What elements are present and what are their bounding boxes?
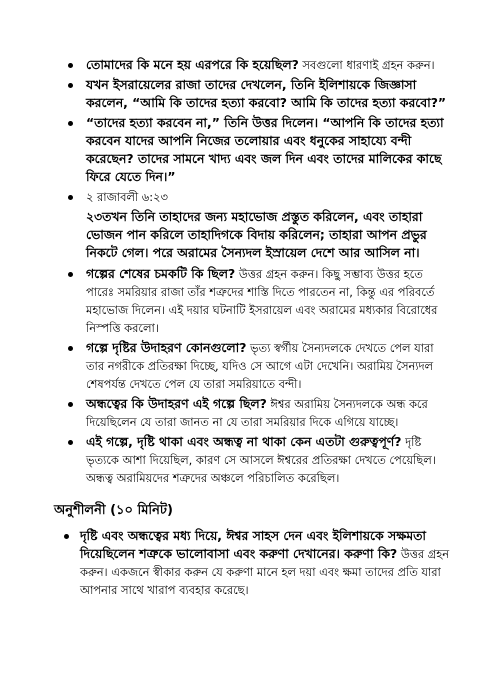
list-item	[86, 339, 451, 393]
list-item	[86, 76, 451, 112]
bullet-list-bottom	[52, 527, 451, 599]
bullet-answer: দৃষ্টি ভৃত্যকে আশা দিয়েছিল, কারণ সে আসলে ঈশ্বরের প্রতিরক্ষা দেখতে পেয়েছিল। অন্ধত্ব অরামিয়দের শত্রুদের অঞ্চলে পরিচালিত করেছিল।	[86, 435, 436, 485]
bullet-question: তোমাদের কি মনে হয় এরপরে কি হয়েছিল?	[86, 57, 299, 72]
bullet-question: গল্পে দৃষ্টির উদাহরণ কোনগুলো?	[86, 340, 247, 355]
bullet-question: “তাদের হত্যা করবেন না,” তিনি উত্তর দিলেন। “আপনি কি তাদের হত্যা করবেন যাদের আপনি নিজের তলোয়ার এবং ধনুকের সাহায্যে বন্দী করেছেন? তাদের সামনে খাদ্য এবং জল দিন এবং তাদের মালিকের কাছে ফিরে যেতে দিন।”	[86, 115, 444, 184]
list-item	[86, 395, 451, 431]
bullet-question: অন্ধত্বের কি উদাহরণ এই গল্পে ছিল?	[86, 396, 267, 411]
bullet-question: গল্পের শেষের চমকটি কি ছিল?	[86, 266, 236, 281]
bullet-answer: উত্তর গ্রহন করুন। একজনে স্বীকার করুন যে করুণা মানে হল দয়া এবং ক্ষমা তাদের প্রতি যারা আপনার সাথে খারাপ ব্যবহার করেছে।	[80, 547, 450, 597]
list-item	[86, 56, 451, 74]
bullet-question: দৃষ্টি এবং অন্ধত্বের মধ্য দিয়ে, ঈশ্বর সাহস দেন এবং ইলিশায়কে সক্ষমতা দিয়েছিলেন শত্রুকে ভালোবাসা এবং করুণা দেখানের। করুণা কি?	[80, 528, 427, 561]
bullet-answer: ঈশ্বর অরামিয় সৈন্যদলকে অন্ধ করে দিয়েছিলেন যে তারা জানত না যে তারা সমরিয়ার দিকে এগিয়ে যাচ্ছে।	[86, 397, 428, 429]
section-heading: অনুশীলনী (১০ মিনিট)	[54, 503, 173, 518]
list-item	[86, 433, 451, 487]
list-item	[86, 265, 451, 337]
bullet-answer: ভৃত্য স্বর্গীয় সৈন্যদলকে দেখতে পেল যারা তার নগরীকে প্রতিরক্ষা দিচ্ছে, যদিও সে আগে এটা দেখেনি। অরামিয় সৈন্যদল শেষপর্যন্ত দেখতে পেল যে তারা সমরিয়াতে বন্দী।	[86, 341, 434, 391]
list-item	[86, 114, 451, 186]
bullet-answer: উত্তর গ্রহন করুন। কিছু সম্ভাব্য উত্তর হতে পারেঃ সমরিয়ার রাজা তাঁর শত্রুদের শাস্তি দিতে পারতেন না, কিন্তু এর পরিবর্তে মহাভোজ দিলেন। এই দয়ার ঘটনাটি ইসরায়েল এবং অরামের মধ্যকার বিরোধের নিস্পত্তি করলো।	[86, 267, 438, 335]
bullet-question: যখন ইসরায়েলের রাজা তাদের দেখলেন, তিনি ইলিশায়কে জিজ্ঞাসা করলেন, “আমি কি তাদের হত্যা করবো? আমি কি তাদের হত্যা করবো?”	[86, 77, 447, 110]
list-item	[86, 188, 451, 206]
list-item	[80, 527, 451, 599]
bullet-answer: সবগুলো ধারণাই গ্রহন করুন।	[298, 58, 435, 72]
bullet-list-top	[52, 56, 451, 206]
bullet-list-middle	[52, 265, 451, 487]
bullet-question: এই গল্পে, দৃষ্টি থাকা এবং অন্ধত্ব না থাকা কেন এতটা গুরুত্বপূর্ণ?	[86, 434, 402, 449]
bible-reference: ২ রাজাবলী ৬:২৩	[86, 190, 168, 204]
verse-text: ২৩তখন তিনি তাহাদের জন্য মহাভোজ প্রস্তুত করিলেন, এবং তাহারা ভোজন পান করিলে তাহাদিগকে বিদায় করিলেন; তাহারা আপন প্রভুর নিকটে গেল। পরে অরামের সৈন্যদল ইস্রায়েল দেশে আর আসিল না।	[86, 209, 427, 260]
